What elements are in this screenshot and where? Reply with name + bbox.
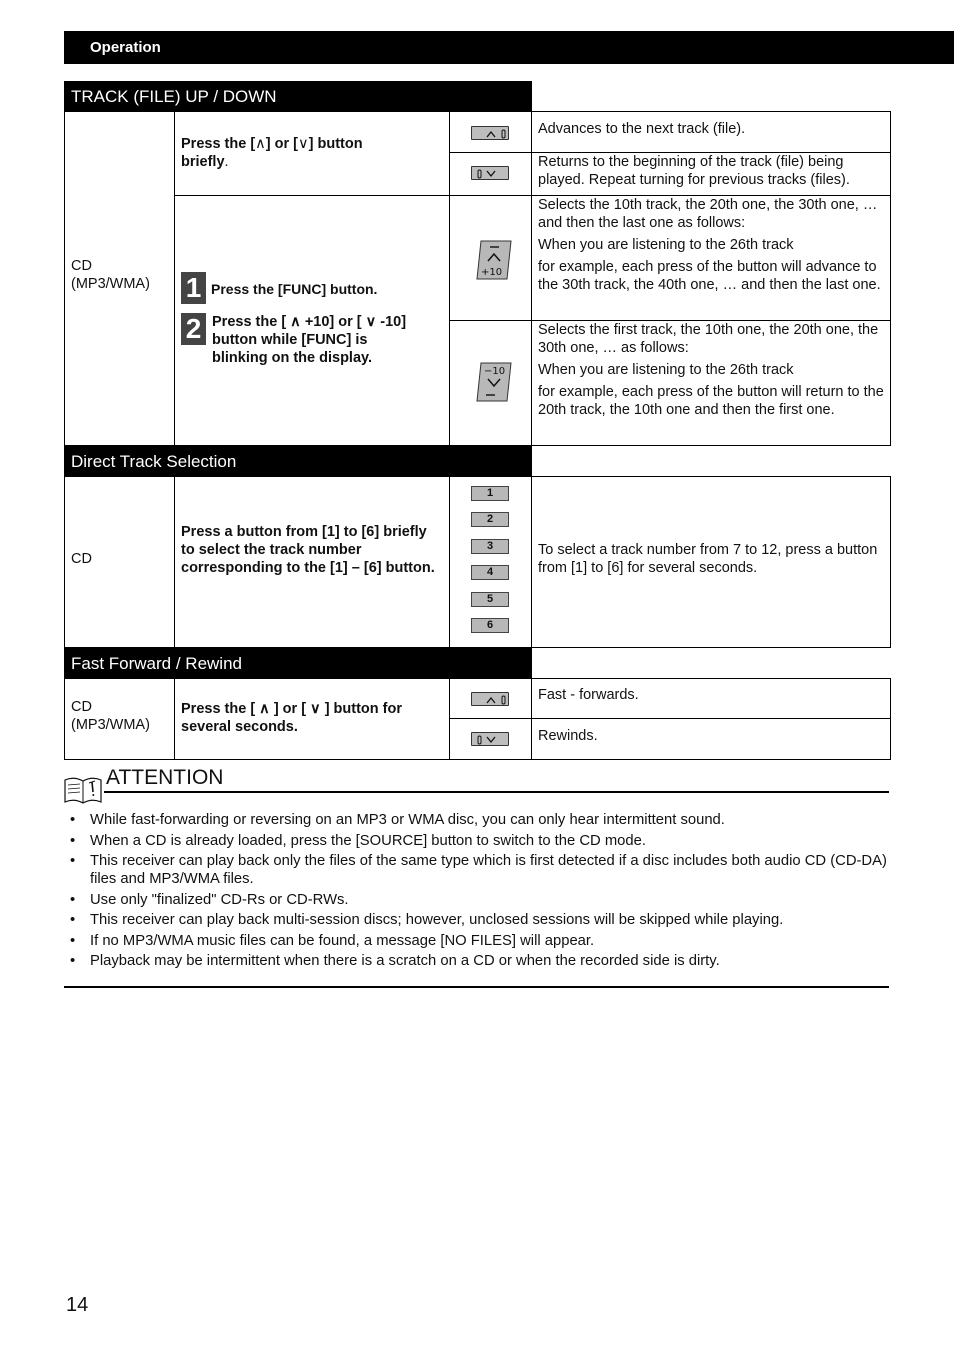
minus10-button-icon — [475, 361, 513, 403]
book-icon — [63, 774, 103, 806]
rew-desc: Rewinds. — [538, 728, 598, 744]
preset-3-button-icon: 3 — [471, 539, 509, 554]
track-up-button-icon — [471, 126, 509, 140]
direct-desc: To select a track number from 7 to 12, press a button from [1] to [6] for several seconds. — [538, 542, 878, 576]
ff-desc: Fast - forwards. — [538, 687, 639, 703]
step-1-badge: 1 — [181, 272, 206, 304]
ffrew-instruction: Press the [ ∧ ] or [ ∨ ] button for several seconds. — [181, 701, 402, 735]
section-title: Operation — [90, 39, 161, 56]
attention-rule — [104, 791, 889, 793]
list-item: • While fast-forwarding or reversing on an MP3 or WMA disc, you can only hear intermittent sound. — [70, 811, 900, 829]
section-header — [64, 31, 954, 64]
direct-mode-label: CD — [71, 551, 92, 567]
preset-6-button-icon: 6 — [471, 618, 509, 633]
minus10-desc: Selects the first track, the 10th one, the 20th one, the 30th one, … as follows: When you are listening to the 26th track for example, each press of the button will return to the 20th track, the 10th one and then the first one. — [538, 322, 884, 418]
track-down-button-icon — [471, 166, 509, 180]
list-item: • This receiver can play back multi-session discs; however, unclosed sessions will be skipped while playing. — [70, 911, 900, 929]
attention-list — [70, 811, 900, 973]
step-1-text: Press the [FUNC] button. — [211, 281, 378, 297]
prev-track-desc: Returns to the beginning of the track (file) being played. Repeat turning for previous tracks (files). — [538, 154, 850, 188]
list-item: • Use only "finalized" CD-Rs or CD-RWs. — [70, 891, 900, 909]
preset-4-button-icon: 4 — [471, 565, 509, 580]
list-item: • When a CD is already loaded, press the [SOURCE] button to switch to the CD mode. — [70, 832, 900, 850]
brief-press-instruction: Press the [∧] or [∨] button briefly. — [181, 136, 363, 170]
ffrew-title: Fast Forward / Rewind — [71, 654, 242, 673]
rewind-button-icon — [471, 732, 509, 746]
svg-text:+10: +10 — [481, 267, 503, 278]
preset-5-button-icon: 5 — [471, 592, 509, 607]
ffrew-mode-label: CD (MP3/WMA) — [71, 699, 150, 733]
step-2-text: Press the [ ∧ +10] or [ ∨ -10] button while [FUNC] is blinking on the display. — [212, 314, 407, 366]
list-item: • If no MP3/WMA music files can be found, a message [NO FILES] will appear. — [70, 932, 900, 950]
list-item: • Playback may be intermittent when there is a scratch on a CD or when the recorded side is dirty. — [70, 952, 900, 970]
svg-text:−10: −10 — [484, 366, 506, 377]
plus10-desc: Selects the 10th track, the 20th one, the 30th one, … and then the last one as follows: When you are listening to the 26th track for example, each press of the button will advance to the 30th track, the 40th one, … and then the last one. — [538, 197, 881, 293]
preset-1-button-icon: 1 — [471, 486, 509, 501]
direct-title: Direct Track Selection — [71, 452, 237, 471]
preset-2-button-icon: 2 — [471, 512, 509, 527]
step-2-badge: 2 — [181, 313, 206, 345]
track-updown-title: TRACK (FILE) UP / DOWN — [71, 87, 277, 106]
plus10-button-icon — [475, 239, 513, 281]
mode-label: CD (MP3/WMA) — [71, 258, 150, 292]
track-updown-heading — [64, 81, 532, 112]
ffrew-heading — [64, 648, 532, 679]
next-track-desc: Advances to the next track (file). — [538, 121, 746, 137]
page-number: 14 — [66, 1294, 89, 1316]
bottom-rule — [64, 986, 889, 988]
attention-title: ATTENTION — [106, 766, 224, 789]
direct-instruction: Press a button from [1] to [6] briefly to select the track number corresponding to the [1] – [6] button. — [181, 524, 435, 576]
fast-forward-button-icon — [471, 692, 509, 706]
direct-heading — [64, 446, 532, 477]
list-item: • This receiver can play back only the files of the same type which is first detected if a disc includes both audio CD (CD-DA) files and MP3/WMA files. — [70, 852, 900, 888]
